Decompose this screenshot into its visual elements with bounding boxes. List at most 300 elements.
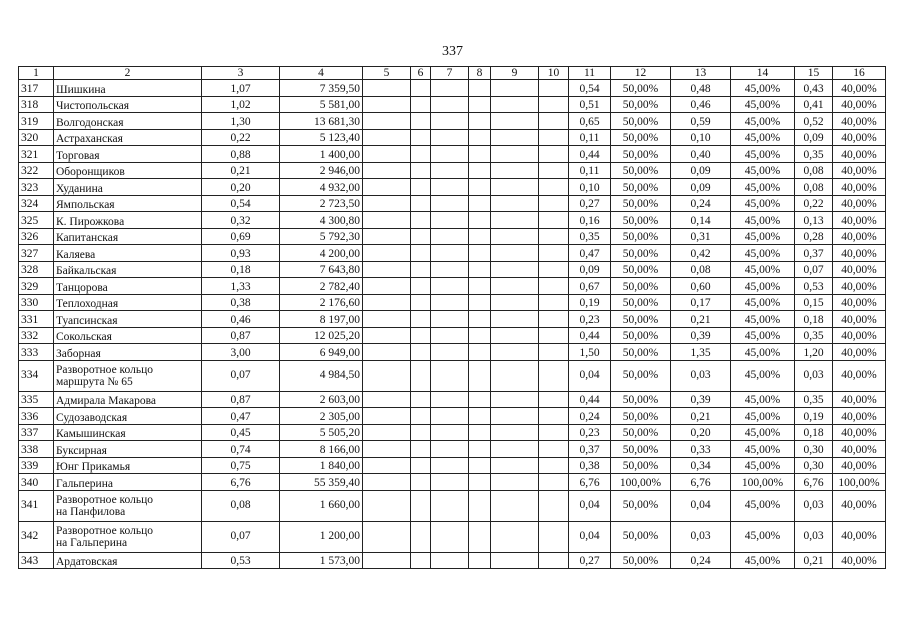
col4-cell: 4 984,50 [280,360,363,391]
empty-cell [469,162,491,179]
empty-cell [411,195,431,212]
col11-cell: 0,04 [569,490,611,521]
col4-cell: 8 166,00 [280,441,363,458]
street-name-line: Байкальская [56,265,117,277]
empty-cell [491,490,539,521]
col12-cell: 50,00% [611,113,671,130]
empty-cell [469,408,491,425]
row-number-cell: 339 [19,457,54,474]
col16-cell: 40,00% [833,490,886,521]
empty-cell [469,146,491,163]
empty-cell [411,457,431,474]
table-row [19,278,886,295]
col16-cell: 40,00% [833,261,886,278]
street-name-line: Волгодонская [56,116,124,129]
row-number-cell: 325 [19,212,54,229]
col4-cell: 4 200,00 [280,245,363,262]
col11-cell: 0,44 [569,327,611,344]
empty-cell [431,552,469,569]
col3-cell: 0,20 [202,179,280,196]
col3-cell: 1,33 [202,278,280,295]
col11-cell: 0,27 [569,552,611,569]
col14-cell: 45,00% [731,278,795,295]
col11-cell: 0,67 [569,278,611,295]
street-name-cell [54,179,202,196]
street-name-line: маршрута № 65 [56,375,133,388]
table-row [19,146,886,163]
empty-cell [491,327,539,344]
col4-cell: 1 840,00 [280,457,363,474]
empty-cell [491,474,539,491]
col4-cell: 6 949,00 [280,344,363,361]
col16-cell: 40,00% [833,212,886,229]
col3-cell: 0,07 [202,360,280,391]
street-name-cell [54,408,202,425]
col4-cell: 13 681,30 [280,113,363,130]
col15-cell: 0,18 [795,311,833,328]
col14-cell: 45,00% [731,195,795,212]
empty-cell [431,441,469,458]
empty-cell [539,261,569,278]
col14-cell: 45,00% [731,80,795,97]
empty-cell [469,457,491,474]
empty-cell [469,129,491,146]
table-header-row [19,67,886,80]
empty-cell [363,521,411,552]
table-row [19,162,886,179]
row-number-cell: 331 [19,311,54,328]
street-name-cell [54,490,202,521]
empty-cell [431,327,469,344]
empty-cell [363,391,411,408]
empty-cell [431,311,469,328]
empty-cell [491,212,539,229]
col13-cell: 6,76 [671,474,731,491]
col15-cell: 6,76 [795,474,833,491]
col16-cell: 100,00% [833,474,886,491]
empty-cell [363,113,411,130]
row-number-cell: 336 [19,408,54,425]
empty-cell [431,195,469,212]
empty-cell [411,490,431,521]
empty-cell [363,441,411,458]
col14-cell: 45,00% [731,344,795,361]
empty-cell [491,80,539,97]
empty-cell [469,327,491,344]
col16-cell: 40,00% [833,146,886,163]
empty-cell [491,424,539,441]
col13-cell: 0,14 [671,212,731,229]
empty-cell [539,327,569,344]
empty-cell [411,146,431,163]
street-name-cell [54,212,202,229]
empty-cell [491,146,539,163]
row-number-cell: 322 [19,162,54,179]
col16-cell: 40,00% [833,96,886,113]
col16-cell: 40,00% [833,344,886,361]
col15-cell: 0,07 [795,261,833,278]
empty-cell [469,212,491,229]
street-name-cell [54,261,202,278]
street-name-line: Танцорова [56,281,108,294]
col12-cell: 50,00% [611,344,671,361]
street-name-cell [54,424,202,441]
col14-cell: 45,00% [731,294,795,311]
row-number-cell: 343 [19,552,54,569]
col14-cell: 45,00% [731,179,795,196]
empty-cell [431,113,469,130]
col14-cell: 45,00% [731,424,795,441]
empty-cell [363,129,411,146]
col15-cell: 0,30 [795,441,833,458]
col12-cell: 50,00% [611,96,671,113]
col11-cell: 0,09 [569,261,611,278]
empty-cell [469,391,491,408]
table-row [19,195,886,212]
col13-cell: 0,17 [671,294,731,311]
col13-cell: 0,21 [671,311,731,328]
empty-cell [469,490,491,521]
empty-cell [411,441,431,458]
table-row [19,80,886,97]
col13-cell: 0,60 [671,278,731,295]
row-number-cell: 328 [19,261,54,278]
col11-cell: 0,23 [569,424,611,441]
row-number-cell: 333 [19,344,54,361]
col16-cell: 40,00% [833,278,886,295]
col14-cell: 45,00% [731,228,795,245]
empty-cell [539,391,569,408]
col12-cell: 50,00% [611,212,671,229]
empty-cell [411,474,431,491]
empty-cell [363,80,411,97]
empty-cell [539,195,569,212]
col16-cell: 40,00% [833,360,886,391]
col16-cell: 40,00% [833,162,886,179]
col13-cell: 0,39 [671,391,731,408]
col14-cell: 45,00% [731,261,795,278]
street-name-cell [54,344,202,361]
empty-cell [431,474,469,491]
col16-cell: 40,00% [833,391,886,408]
col16-cell: 40,00% [833,245,886,262]
empty-cell [363,474,411,491]
col11-cell: 0,27 [569,195,611,212]
col15-cell: 0,22 [795,195,833,212]
empty-cell [539,441,569,458]
column-header: 15 [795,67,833,80]
col4-cell: 2 305,00 [280,408,363,425]
col11-cell: 0,04 [569,521,611,552]
col15-cell: 0,35 [795,146,833,163]
column-header: 9 [491,67,539,80]
col16-cell: 40,00% [833,113,886,130]
col11-cell: 0,35 [569,228,611,245]
col12-cell: 50,00% [611,195,671,212]
table-row [19,294,886,311]
col13-cell: 0,34 [671,457,731,474]
col12-cell: 50,00% [611,311,671,328]
empty-cell [431,408,469,425]
col4-cell: 1 200,00 [280,521,363,552]
col14-cell: 45,00% [731,360,795,391]
col11-cell: 0,51 [569,96,611,113]
empty-cell [411,360,431,391]
col11-cell: 0,24 [569,408,611,425]
col16-cell: 40,00% [833,311,886,328]
empty-cell [363,327,411,344]
col16-cell: 40,00% [833,129,886,146]
col12-cell: 50,00% [611,228,671,245]
row-number-cell: 335 [19,391,54,408]
col3-cell: 1,30 [202,113,280,130]
empty-cell [411,80,431,97]
empty-cell [469,424,491,441]
empty-cell [469,311,491,328]
col4-cell: 1 660,00 [280,490,363,521]
col12-cell: 50,00% [611,294,671,311]
street-name-line: Юнг Прикамья [56,461,131,473]
empty-cell [431,80,469,97]
empty-cell [431,424,469,441]
col15-cell: 0,09 [795,129,833,146]
empty-cell [491,278,539,295]
table-row [19,408,886,425]
col3-cell: 0,87 [202,391,280,408]
col11-cell: 1,50 [569,344,611,361]
col4-cell: 1 400,00 [280,146,363,163]
col12-cell: 50,00% [611,80,671,97]
col3-cell: 0,46 [202,311,280,328]
empty-cell [411,294,431,311]
table-row [19,261,886,278]
empty-cell [469,360,491,391]
empty-cell [411,344,431,361]
col3-cell: 0,21 [202,162,280,179]
col12-cell: 50,00% [611,162,671,179]
empty-cell [431,228,469,245]
column-header: 10 [539,67,569,80]
column-header: 11 [569,67,611,80]
col15-cell: 0,03 [795,360,833,391]
street-name-line: Туапсинская [56,314,118,327]
empty-cell [363,96,411,113]
col13-cell: 0,03 [671,521,731,552]
col15-cell: 0,52 [795,113,833,130]
street-name-line: Адмирала Макарова [56,395,156,407]
col14-cell: 45,00% [731,113,795,130]
col3-cell: 0,45 [202,424,280,441]
col15-cell: 0,41 [795,96,833,113]
empty-cell [469,441,491,458]
street-name-line: Ямпольская [56,199,115,211]
street-name-line: на Гальперина [56,536,128,549]
col16-cell: 40,00% [833,552,886,569]
column-header: 4 [280,67,363,80]
empty-cell [363,261,411,278]
col3-cell: 0,07 [202,521,280,552]
empty-cell [431,278,469,295]
empty-cell [539,457,569,474]
empty-cell [431,490,469,521]
col11-cell: 0,44 [569,391,611,408]
street-name-line: на Панфилова [56,505,126,518]
empty-cell [539,278,569,295]
street-name-line: Сокольская [56,331,112,343]
row-number-cell: 323 [19,179,54,196]
row-number-cell: 340 [19,474,54,491]
empty-cell [469,245,491,262]
col14-cell: 45,00% [731,521,795,552]
street-name-cell [54,457,202,474]
col14-cell: 45,00% [731,96,795,113]
street-name-cell [54,360,202,391]
empty-cell [431,391,469,408]
empty-cell [491,408,539,425]
col4-cell: 5 123,40 [280,129,363,146]
empty-cell [539,360,569,391]
col13-cell: 0,33 [671,441,731,458]
street-name-cell [54,521,202,552]
col4-cell: 8 197,00 [280,311,363,328]
page-number: 337 [442,44,463,59]
empty-cell [411,129,431,146]
col14-cell: 45,00% [731,552,795,569]
row-number-cell: 324 [19,195,54,212]
col12-cell: 50,00% [611,424,671,441]
column-header: 8 [469,67,491,80]
col3-cell: 0,47 [202,408,280,425]
street-name-cell [54,146,202,163]
empty-cell [363,552,411,569]
col4-cell: 5 505,20 [280,424,363,441]
street-name-line: Ардатовская [56,556,118,568]
empty-cell [469,96,491,113]
empty-cell [491,179,539,196]
col16-cell: 40,00% [833,195,886,212]
col3-cell: 0,53 [202,552,280,569]
table-row [19,212,886,229]
col14-cell: 45,00% [731,327,795,344]
col4-cell: 12 025,20 [280,327,363,344]
col4-cell: 2 946,00 [280,162,363,179]
empty-cell [411,391,431,408]
empty-cell [469,474,491,491]
street-name-cell [54,162,202,179]
col12-cell: 50,00% [611,552,671,569]
col4-cell: 2 723,50 [280,195,363,212]
col13-cell: 0,40 [671,146,731,163]
col3-cell: 6,76 [202,474,280,491]
col14-cell: 45,00% [731,490,795,521]
empty-cell [491,391,539,408]
street-name-line: Гальперина [56,477,113,490]
empty-cell [431,344,469,361]
col15-cell: 0,43 [795,80,833,97]
street-name-cell [54,474,202,491]
row-number-cell: 337 [19,424,54,441]
col12-cell: 50,00% [611,129,671,146]
empty-cell [363,162,411,179]
street-name-line: Разворотное кольцо [56,363,154,376]
column-header: 1 [19,67,54,80]
empty-cell [539,552,569,569]
street-name-cell [54,228,202,245]
col4-cell: 55 359,40 [280,474,363,491]
empty-cell [431,294,469,311]
empty-cell [363,311,411,328]
empty-cell [431,261,469,278]
empty-cell [539,146,569,163]
table-row [19,490,886,521]
col15-cell: 0,37 [795,245,833,262]
empty-cell [539,129,569,146]
col14-cell: 45,00% [731,457,795,474]
col16-cell: 40,00% [833,228,886,245]
col14-cell: 45,00% [731,212,795,229]
empty-cell [469,552,491,569]
col13-cell: 0,24 [671,195,731,212]
empty-cell [411,162,431,179]
empty-cell [539,311,569,328]
street-name-cell [54,391,202,408]
empty-cell [431,457,469,474]
col11-cell: 0,11 [569,162,611,179]
row-number-cell: 338 [19,441,54,458]
col12-cell: 50,00% [611,490,671,521]
empty-cell [539,96,569,113]
col12-cell: 50,00% [611,408,671,425]
col13-cell: 0,42 [671,245,731,262]
street-name-cell [54,113,202,130]
empty-cell [363,457,411,474]
empty-cell [411,327,431,344]
empty-cell [363,408,411,425]
empty-cell [469,80,491,97]
col15-cell: 0,21 [795,552,833,569]
col4-cell: 4 932,00 [280,179,363,196]
empty-cell [431,96,469,113]
empty-cell [469,294,491,311]
empty-cell [363,146,411,163]
col3-cell: 0,38 [202,294,280,311]
street-name-cell [54,278,202,295]
col3-cell: 0,69 [202,228,280,245]
col4-cell: 1 573,00 [280,552,363,569]
col14-cell: 45,00% [731,129,795,146]
empty-cell [411,179,431,196]
col13-cell: 0,48 [671,80,731,97]
empty-cell [431,162,469,179]
street-name-line: Чистопольская [56,100,130,112]
empty-cell [411,521,431,552]
column-header: 12 [611,67,671,80]
col13-cell: 0,03 [671,360,731,391]
street-name-cell [54,327,202,344]
row-number-cell: 334 [19,360,54,391]
col13-cell: 0,39 [671,327,731,344]
street-name-line: Разворотное кольцо [56,524,154,537]
street-name-line: Оборонщиков [56,166,125,178]
street-name-cell [54,245,202,262]
empty-cell [363,424,411,441]
col16-cell: 40,00% [833,424,886,441]
empty-cell [363,179,411,196]
data-table [18,66,886,569]
col13-cell: 0,59 [671,113,731,130]
table-row [19,129,886,146]
col12-cell: 100,00% [611,474,671,491]
